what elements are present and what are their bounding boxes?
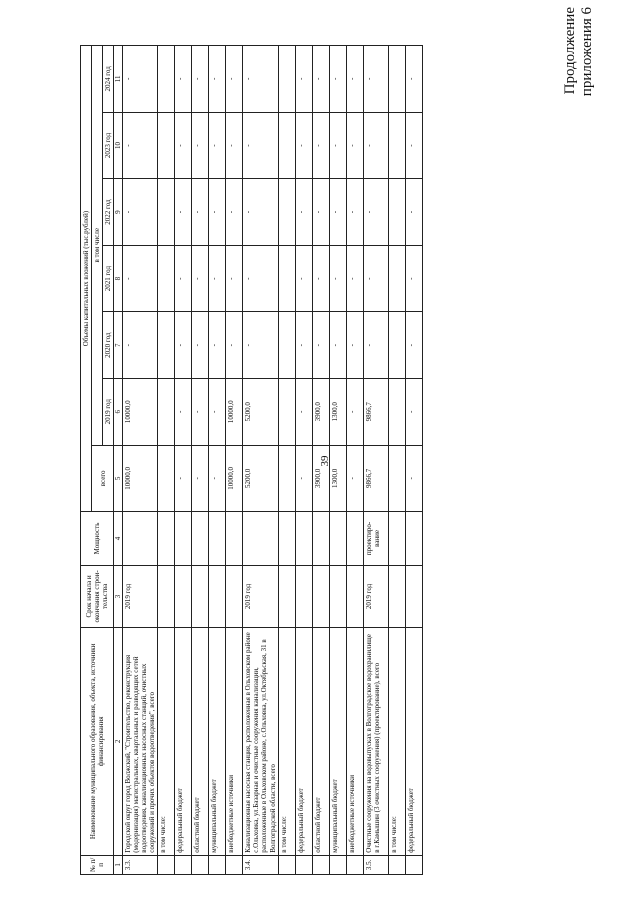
row-power	[192, 512, 209, 566]
row-term	[158, 565, 175, 627]
row-year-value: -	[226, 112, 243, 179]
row-number: 3.5.	[363, 855, 388, 874]
row-year-value: -	[312, 245, 329, 312]
row-total: -	[175, 445, 192, 512]
row-power	[388, 512, 405, 566]
row-year-value: -	[192, 378, 209, 445]
row-year-value: -	[363, 245, 388, 312]
row-power	[346, 512, 363, 566]
header-power: Мощность	[81, 512, 114, 566]
row-total: -	[346, 445, 363, 512]
row-year-value: -	[405, 112, 422, 179]
row-year-value: -	[243, 312, 278, 379]
header-total: всего	[92, 445, 114, 512]
row-year-value: -	[295, 312, 312, 379]
row-number	[278, 855, 295, 874]
row-year-value	[388, 112, 405, 179]
row-year-value: -	[192, 179, 209, 246]
row-year-value: -	[175, 245, 192, 312]
row-year-value: -	[123, 46, 158, 113]
row-number	[175, 855, 192, 874]
header-term: Срок начала и окончания строи-тельства	[81, 565, 114, 627]
header-year-2021: 2021 год	[103, 245, 114, 312]
row-year-value: 3900,0	[312, 378, 329, 445]
row-year-value: -	[312, 312, 329, 379]
row-year-value	[158, 46, 175, 113]
row-term: 2019 год	[363, 565, 388, 627]
column-number: 1	[114, 855, 123, 874]
column-number: 11	[114, 46, 123, 113]
row-name: Очистные сооружения на водовыпусках в Волгоградское водохранилище в г.Камышин (3 очистных сооружения) (проектирование), всего	[363, 628, 388, 856]
row-year-value: -	[405, 46, 422, 113]
row-year-value: 5200,0	[243, 378, 278, 445]
table-row	[226, 46, 243, 875]
row-year-value	[278, 112, 295, 179]
row-term	[405, 565, 422, 627]
row-term: 2019 год	[123, 565, 158, 627]
table-row	[243, 46, 278, 875]
row-number	[209, 855, 226, 874]
row-power	[405, 512, 422, 566]
row-total: -	[192, 445, 209, 512]
row-term	[278, 565, 295, 627]
header-year-2022: 2022 год	[103, 179, 114, 246]
row-year-value: -	[123, 245, 158, 312]
row-year-value: -	[363, 179, 388, 246]
row-power	[209, 512, 226, 566]
row-year-value: 10000,0	[123, 378, 158, 445]
row-year-value: -	[329, 245, 346, 312]
row-year-value: -	[175, 46, 192, 113]
header-year-2023: 2023 год	[103, 112, 114, 179]
row-term	[226, 565, 243, 627]
row-name: федеральный бюджет	[295, 628, 312, 856]
row-number	[295, 855, 312, 874]
header-year-2020: 2020 год	[103, 312, 114, 379]
row-year-value	[388, 312, 405, 379]
row-total: 9866,7	[363, 445, 388, 512]
row-year-value: -	[312, 179, 329, 246]
row-year-value: -	[209, 179, 226, 246]
row-year-value: -	[123, 312, 158, 379]
table-row	[192, 46, 209, 875]
row-total: 1300,0	[329, 445, 346, 512]
row-year-value: -	[295, 245, 312, 312]
row-term	[346, 565, 363, 627]
row-year-value	[388, 46, 405, 113]
row-total: -	[295, 445, 312, 512]
row-year-value: -	[312, 112, 329, 179]
row-year-value: -	[329, 112, 346, 179]
row-total: 10000,0	[226, 445, 243, 512]
row-year-value: -	[192, 46, 209, 113]
row-year-value: 9866,7	[363, 378, 388, 445]
row-name: в том числе:	[158, 628, 175, 856]
row-term	[209, 565, 226, 627]
row-year-value: -	[243, 179, 278, 246]
row-number	[226, 855, 243, 874]
row-year-value	[278, 179, 295, 246]
row-number	[329, 855, 346, 874]
row-year-value: -	[405, 245, 422, 312]
row-year-value	[158, 179, 175, 246]
row-year-value: -	[192, 112, 209, 179]
column-number: 7	[114, 312, 123, 379]
row-year-value	[158, 378, 175, 445]
row-year-value: -	[295, 112, 312, 179]
row-name: Городской округ город Волжский, "Строительство, реконструкция (модернизация) магистральных, квартальных и разводящих сетей водоотведения, канализационных насосных станций, очистных сооружений и прочих объектов водоотведения", всего	[123, 628, 158, 856]
row-year-value: -	[329, 179, 346, 246]
page-number: 39	[319, 455, 331, 467]
row-year-value: -	[346, 378, 363, 445]
header-volume: Объемы капитальных вложений (тыс.рублей)	[81, 46, 92, 512]
row-term	[388, 565, 405, 627]
row-term: 2019 год	[243, 565, 278, 627]
table-row	[158, 46, 175, 875]
row-year-value: -	[405, 312, 422, 379]
row-year-value: -	[192, 312, 209, 379]
table-body	[123, 46, 422, 875]
row-year-value: -	[226, 179, 243, 246]
column-number: 5	[114, 445, 123, 512]
header-year-2019: 2019 год	[103, 378, 114, 445]
row-year-value: -	[209, 312, 226, 379]
row-year-value: -	[175, 179, 192, 246]
row-year-value: -	[192, 245, 209, 312]
row-year-value: -	[243, 112, 278, 179]
row-year-value: -	[295, 46, 312, 113]
caption: Продолжение приложения 6	[562, 7, 595, 97]
row-name: внебюджетные источники	[226, 628, 243, 856]
column-number: 3	[114, 565, 123, 627]
row-power	[243, 512, 278, 566]
row-total: 3900,0	[312, 445, 329, 512]
row-year-value: -	[209, 112, 226, 179]
table-row	[295, 46, 312, 875]
table-row	[405, 46, 422, 875]
row-year-value	[278, 312, 295, 379]
row-number: 3.3.	[123, 855, 158, 874]
row-term	[175, 565, 192, 627]
row-name: федеральный бюджет	[405, 628, 422, 856]
row-year-value: -	[226, 46, 243, 113]
header-name: Наименование муниципального образования, объекта, источники финансирования	[81, 628, 114, 856]
header-no: № п/п	[81, 855, 114, 874]
row-year-value	[388, 378, 405, 445]
row-year-value: -	[123, 112, 158, 179]
row-year-value: -	[295, 378, 312, 445]
row-number	[346, 855, 363, 874]
row-name: в том числе:	[278, 628, 295, 856]
row-year-value: -	[329, 312, 346, 379]
row-year-value: -	[346, 46, 363, 113]
row-year-value: -	[209, 245, 226, 312]
capital-investment-table	[80, 45, 423, 875]
row-power	[226, 512, 243, 566]
row-name: Канализационная насосная станция, расположенная в Ольховском районе с.Ольховка, ул.Базарная и очистные сооружения канализации, расположенные в Ольховском районе, с.Ольховка, ул.Октябрьская, 31 в Волгоградской области, всего	[243, 628, 278, 856]
row-power	[312, 512, 329, 566]
row-year-value	[278, 46, 295, 113]
row-year-value: -	[123, 179, 158, 246]
row-power	[123, 512, 158, 566]
row-name: областной бюджет	[192, 628, 209, 856]
row-total: 5200,0	[243, 445, 278, 512]
table-row	[346, 46, 363, 875]
row-name: муниципальный бюджет	[209, 628, 226, 856]
row-year-value: -	[226, 245, 243, 312]
row-year-value: -	[363, 46, 388, 113]
row-year-value: -	[363, 112, 388, 179]
row-name: внебюджетные источники	[346, 628, 363, 856]
row-total: -	[209, 445, 226, 512]
table-row	[209, 46, 226, 875]
row-term	[192, 565, 209, 627]
column-number: 2	[114, 628, 123, 856]
row-power	[158, 512, 175, 566]
row-year-value: -	[329, 46, 346, 113]
column-number: 9	[114, 179, 123, 246]
column-number: 10	[114, 112, 123, 179]
row-year-value	[278, 378, 295, 445]
table-row	[175, 46, 192, 875]
row-power	[295, 512, 312, 566]
table-row	[278, 46, 295, 875]
row-year-value: -	[295, 179, 312, 246]
row-year-value	[158, 245, 175, 312]
row-name: муниципальный бюджет	[329, 628, 346, 856]
row-power	[175, 512, 192, 566]
row-year-value: -	[243, 245, 278, 312]
row-number	[158, 855, 175, 874]
row-number	[312, 855, 329, 874]
row-year-value: -	[312, 46, 329, 113]
row-year-value	[158, 112, 175, 179]
row-year-value: -	[346, 312, 363, 379]
table-row	[123, 46, 158, 875]
row-year-value: -	[405, 378, 422, 445]
column-number-row	[114, 46, 123, 875]
row-name: областной бюджет	[312, 628, 329, 856]
table-row	[363, 46, 388, 875]
header-year-2024: 2024 год	[103, 46, 114, 113]
row-year-value: -	[175, 312, 192, 379]
row-year-value: -	[209, 46, 226, 113]
table-row	[329, 46, 346, 875]
row-number	[388, 855, 405, 874]
row-power	[329, 512, 346, 566]
row-year-value: -	[243, 46, 278, 113]
row-year-value	[278, 245, 295, 312]
row-year-value: -	[363, 312, 388, 379]
column-number: 6	[114, 378, 123, 445]
row-number	[192, 855, 209, 874]
row-name: федеральный бюджет	[175, 628, 192, 856]
row-year-value: -	[226, 312, 243, 379]
row-term	[329, 565, 346, 627]
row-name: в том числе:	[388, 628, 405, 856]
row-year-value: -	[346, 112, 363, 179]
row-total: -	[405, 445, 422, 512]
table-row	[388, 46, 405, 875]
table-row	[312, 46, 329, 875]
header-incl: в том числе	[92, 46, 103, 446]
row-total	[388, 445, 405, 512]
row-year-value	[388, 245, 405, 312]
column-number: 8	[114, 245, 123, 312]
row-year-value: 10000,0	[226, 378, 243, 445]
row-year-value: -	[209, 378, 226, 445]
row-year-value: 1300,0	[329, 378, 346, 445]
row-term	[312, 565, 329, 627]
row-year-value: -	[346, 179, 363, 246]
row-year-value	[388, 179, 405, 246]
row-year-value: -	[175, 112, 192, 179]
row-year-value	[158, 312, 175, 379]
row-year-value: -	[175, 378, 192, 445]
column-number: 4	[114, 512, 123, 566]
row-total: 10000,0	[123, 445, 158, 512]
row-term	[295, 565, 312, 627]
row-total	[278, 445, 295, 512]
row-year-value: -	[405, 179, 422, 246]
row-number: 3.4.	[243, 855, 278, 874]
row-total	[158, 445, 175, 512]
row-power: проектиро-вание	[363, 512, 388, 566]
row-power	[278, 512, 295, 566]
row-year-value: -	[346, 245, 363, 312]
row-number	[405, 855, 422, 874]
